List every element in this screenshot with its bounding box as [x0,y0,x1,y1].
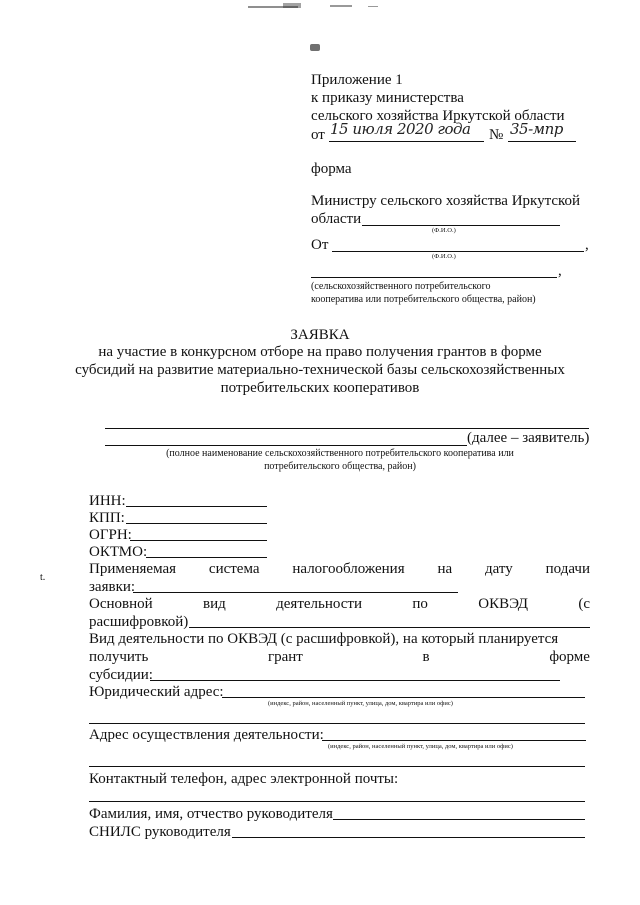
application-title-line1: на участие в конкурсном отборе на право получения грантов в форме [98,344,542,360]
cooperative-caption-line1: (сельскохозяйственного потребительского [311,281,491,292]
addressee-line1: Министру сельского хозяйства Иркутской [311,193,581,209]
from-label: От [311,237,329,253]
order-date-handwritten: 15 июля 2020 года [330,120,471,138]
applicant-caption-line1: (полное наименование сельскохозяйственного потребительского кооператива или [166,448,514,459]
tax-system-field[interactable] [133,592,458,593]
kpp-label: КПП: [89,510,125,526]
appendix-title: Приложение 1 [311,72,403,88]
grant-activity-line2: получить грант в форме [89,649,590,665]
snils-label: СНИЛС руководителя [89,824,231,840]
oktmo-label: ОКТМО: [89,544,148,560]
addressee-fio-field[interactable] [362,225,560,226]
grant-activity-field[interactable] [150,680,560,681]
applicant-name-field-line2[interactable] [105,445,467,446]
order-number-prefix: № [489,127,504,143]
activity-address-field-line2[interactable] [89,766,585,767]
cooperative-field[interactable] [311,277,557,278]
main-activity-field[interactable] [189,627,590,628]
oktmo-field[interactable] [146,557,267,558]
addressee-fio-caption: (Ф.И.О.) [432,227,456,234]
activity-address-caption: (индекс, район, населенный пункт, улица, дом, квартира или офис) [328,743,513,750]
legal-address-field-line2[interactable] [89,723,585,724]
head-name-label: Фамилия, имя, отчество руководителя [89,806,333,822]
main-activity-line1: Основной вид деятельности по ОКВЭД (с [89,596,590,612]
appendix-ministry-line: сельского хозяйства Иркутской области [311,108,565,124]
tax-system-line1: Применяемая система налогообложения на дату подачи [89,561,590,577]
tax-system-line2: заявки: [89,579,136,595]
snils-field[interactable] [232,837,585,838]
from-fio-caption: (Ф.И.О.) [432,253,456,260]
activity-address-label: Адрес осуществления деятельности: [89,727,324,743]
applicant-suffix: (далее – заявитель) [467,430,590,446]
application-title-line2: субсидий на развитие материально-технической базы сельскохозяйственных [75,362,565,378]
inn-field[interactable] [126,506,267,507]
ogrn-label: ОГРН: [89,527,132,543]
order-number-handwritten: 35-мпр [510,120,563,138]
order-date-underline [329,141,484,142]
kpp-field[interactable] [126,523,267,524]
form-label: форма [311,161,352,177]
inn-label: ИНН: [89,493,126,509]
order-number-underline [508,141,576,142]
from-fio-field[interactable] [332,251,584,252]
contacts-label: Контактный телефон, адрес электронной почты: [89,771,399,787]
margin-mark: t. [40,572,46,583]
cooperative-comma: , [558,263,562,279]
appendix-order-line: к приказу министерства [311,90,464,106]
applicant-caption-line2: потребительского общества, район) [264,461,416,472]
main-activity-line2: расшифровкой) [89,614,189,630]
legal-address-caption: (индекс, район, населенный пункт, улица, дом, квартира или офис) [268,700,453,707]
order-date-prefix: от [311,127,325,143]
addressee-line2: области [311,211,362,227]
activity-address-field-line1[interactable] [322,740,586,741]
legal-address-field-line1[interactable] [222,697,585,698]
grant-activity-line1: Вид деятельности по ОКВЭД (с расшифровкой), на который планируется [89,631,559,647]
grant-activity-line3: субсидии: [89,667,153,683]
legal-address-label: Юридический адрес: [89,684,224,700]
application-heading: ЗАЯВКА [290,327,350,343]
contacts-field[interactable] [89,801,585,802]
head-name-field[interactable] [333,819,585,820]
from-comma: , [585,237,589,253]
ogrn-field[interactable] [130,540,267,541]
cooperative-caption-line2: кооператива или потребительского общества, район) [311,294,536,305]
application-title-line3: потребительских кооперативов [220,380,420,396]
